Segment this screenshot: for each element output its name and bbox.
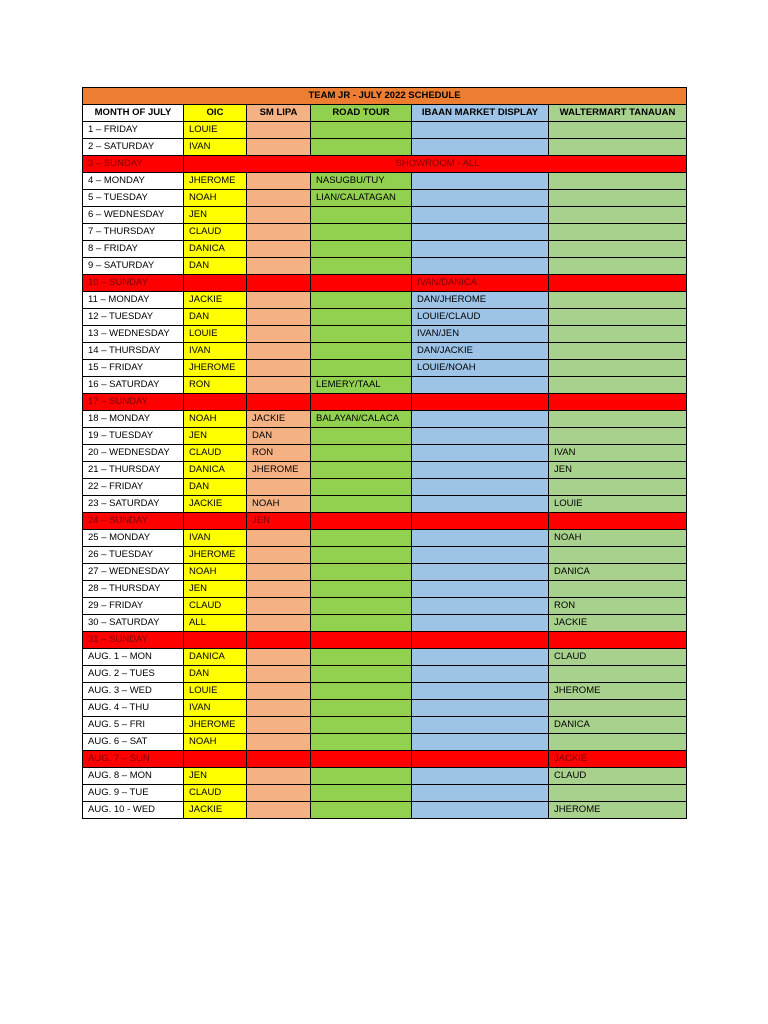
sm-lipa-cell: JEN — [247, 513, 311, 530]
road-tour-cell — [311, 547, 412, 564]
schedule-row — [83, 479, 687, 496]
sm-lipa-cell — [247, 615, 311, 632]
schedule-row — [83, 598, 687, 615]
road-tour-cell: LEMERY/TAAL — [311, 377, 412, 394]
oic-cell: NOAH — [184, 734, 247, 751]
day-cell: 1 – FRIDAY — [83, 122, 184, 139]
oic-cell: CLAUD — [184, 785, 247, 802]
road-tour-cell — [311, 224, 412, 241]
sm-lipa-cell — [247, 802, 311, 819]
showroom-cell: SHOWROOM - ALL — [184, 156, 687, 173]
schedule-row — [83, 462, 687, 479]
header-sm-lipa: SM LIPA — [247, 105, 311, 122]
day-cell: AUG. 5 – FRI — [83, 717, 184, 734]
oic-cell — [184, 513, 247, 530]
ibaan-market-cell — [412, 581, 549, 598]
sm-lipa-cell — [247, 717, 311, 734]
ibaan-market-cell — [412, 802, 549, 819]
waltermart-cell: IVAN — [549, 445, 687, 462]
road-tour-cell — [311, 717, 412, 734]
road-tour-cell — [311, 683, 412, 700]
waltermart-cell — [549, 224, 687, 241]
waltermart-cell — [549, 173, 687, 190]
sunday-row — [83, 513, 687, 530]
oic-cell: LOUIE — [184, 326, 247, 343]
road-tour-cell — [311, 241, 412, 258]
oic-cell: JEN — [184, 207, 247, 224]
day-cell: AUG. 8 – MON — [83, 768, 184, 785]
road-tour-cell — [311, 700, 412, 717]
waltermart-cell — [549, 275, 687, 292]
schedule-row — [83, 173, 687, 190]
sm-lipa-cell — [247, 309, 311, 326]
road-tour-cell — [311, 326, 412, 343]
oic-cell: DANICA — [184, 649, 247, 666]
ibaan-market-cell — [412, 224, 549, 241]
schedule-row — [83, 241, 687, 258]
day-cell: 15 – FRIDAY — [83, 360, 184, 377]
sunday-row — [83, 394, 687, 411]
oic-cell — [184, 275, 247, 292]
header-month: MONTH OF JULY — [83, 105, 184, 122]
oic-cell: JHEROME — [184, 547, 247, 564]
ibaan-market-cell: LOUIE/NOAH — [412, 360, 549, 377]
ibaan-market-cell — [412, 632, 549, 649]
schedule-title: TEAM JR - JULY 2022 SCHEDULE — [83, 88, 687, 105]
schedule-row — [83, 649, 687, 666]
sm-lipa-cell — [247, 564, 311, 581]
day-cell: 6 – WEDNESDAY — [83, 207, 184, 224]
sm-lipa-cell: RON — [247, 445, 311, 462]
ibaan-market-cell — [412, 190, 549, 207]
waltermart-cell: CLAUD — [549, 649, 687, 666]
oic-cell — [184, 751, 247, 768]
oic-cell — [184, 632, 247, 649]
road-tour-cell: NASUGBU/TUY — [311, 173, 412, 190]
sm-lipa-cell — [247, 581, 311, 598]
header-oic: OIC — [184, 105, 247, 122]
road-tour-cell — [311, 428, 412, 445]
ibaan-market-cell — [412, 530, 549, 547]
schedule-row — [83, 530, 687, 547]
schedule-row — [83, 547, 687, 564]
day-cell: 11 – MONDAY — [83, 292, 184, 309]
road-tour-cell — [311, 768, 412, 785]
ibaan-market-cell — [412, 394, 549, 411]
oic-cell — [184, 394, 247, 411]
schedule-row — [83, 377, 687, 394]
sm-lipa-cell — [247, 700, 311, 717]
road-tour-cell — [311, 445, 412, 462]
sm-lipa-cell — [247, 377, 311, 394]
waltermart-cell — [549, 258, 687, 275]
schedule-row — [83, 139, 687, 156]
schedule-row — [83, 207, 687, 224]
road-tour-cell — [311, 207, 412, 224]
waltermart-cell — [549, 292, 687, 309]
sm-lipa-cell — [247, 139, 311, 156]
waltermart-cell: JHEROME — [549, 802, 687, 819]
ibaan-market-cell — [412, 258, 549, 275]
sm-lipa-cell: DAN — [247, 428, 311, 445]
ibaan-market-cell — [412, 717, 549, 734]
oic-cell: DAN — [184, 258, 247, 275]
oic-cell: JHEROME — [184, 173, 247, 190]
day-cell: AUG. 9 – TUE — [83, 785, 184, 802]
road-tour-cell — [311, 258, 412, 275]
schedule-row — [83, 224, 687, 241]
oic-cell: CLAUD — [184, 445, 247, 462]
sunday-row — [83, 275, 687, 292]
road-tour-cell: BALAYAN/CALACA — [311, 411, 412, 428]
ibaan-market-cell — [412, 122, 549, 139]
road-tour-cell — [311, 394, 412, 411]
ibaan-market-cell — [412, 615, 549, 632]
day-cell: 16 – SATURDAY — [83, 377, 184, 394]
ibaan-market-cell — [412, 173, 549, 190]
oic-cell: CLAUD — [184, 224, 247, 241]
waltermart-cell — [549, 411, 687, 428]
oic-cell: LOUIE — [184, 683, 247, 700]
road-tour-cell — [311, 666, 412, 683]
day-cell: AUG. 1 – MON — [83, 649, 184, 666]
ibaan-market-cell: LOUIE/CLAUD — [412, 309, 549, 326]
schedule-row — [83, 343, 687, 360]
schedule-row — [83, 411, 687, 428]
oic-cell: DAN — [184, 479, 247, 496]
ibaan-market-cell: DAN/JACKIE — [412, 343, 549, 360]
oic-cell: LOUIE — [184, 122, 247, 139]
day-cell: 19 – TUESDAY — [83, 428, 184, 445]
road-tour-cell — [311, 139, 412, 156]
waltermart-cell: DANICA — [549, 717, 687, 734]
oic-cell: JEN — [184, 428, 247, 445]
day-cell: 9 – SATURDAY — [83, 258, 184, 275]
schedule-row — [83, 700, 687, 717]
day-cell: 12 – TUESDAY — [83, 309, 184, 326]
oic-cell: IVAN — [184, 530, 247, 547]
header-row — [83, 105, 687, 122]
sm-lipa-cell: NOAH — [247, 496, 311, 513]
day-cell: AUG. 3 – WED — [83, 683, 184, 700]
day-cell: 7 – THURSDAY — [83, 224, 184, 241]
schedule-row — [83, 785, 687, 802]
sm-lipa-cell — [247, 632, 311, 649]
sm-lipa-cell: JACKIE — [247, 411, 311, 428]
oic-cell: JACKIE — [184, 802, 247, 819]
road-tour-cell — [311, 530, 412, 547]
sm-lipa-cell — [247, 598, 311, 615]
waltermart-cell — [549, 513, 687, 530]
road-tour-cell — [311, 122, 412, 139]
ibaan-market-cell — [412, 649, 549, 666]
schedule-row — [83, 666, 687, 683]
day-cell: 31 – SUNDAY — [83, 632, 184, 649]
ibaan-market-cell — [412, 683, 549, 700]
road-tour-cell — [311, 649, 412, 666]
oic-cell: JEN — [184, 581, 247, 598]
schedule-row — [83, 258, 687, 275]
sunday-row — [83, 632, 687, 649]
sm-lipa-cell — [247, 683, 311, 700]
ibaan-market-cell — [412, 734, 549, 751]
waltermart-cell — [549, 785, 687, 802]
road-tour-cell — [311, 564, 412, 581]
road-tour-cell: LIAN/CALATAGAN — [311, 190, 412, 207]
ibaan-market-cell — [412, 547, 549, 564]
schedule-row — [83, 564, 687, 581]
header-waltermart: WALTERMART TANAUAN — [549, 105, 687, 122]
road-tour-cell — [311, 275, 412, 292]
sm-lipa-cell — [247, 734, 311, 751]
oic-cell: NOAH — [184, 564, 247, 581]
sm-lipa-cell — [247, 122, 311, 139]
header-ibaan-market: IBAAN MARKET DISPLAY — [412, 105, 549, 122]
oic-cell: DANICA — [184, 462, 247, 479]
oic-cell: DAN — [184, 666, 247, 683]
schedule-row — [83, 445, 687, 462]
sm-lipa-cell — [247, 666, 311, 683]
day-cell: 21 – THURSDAY — [83, 462, 184, 479]
ibaan-market-cell — [412, 496, 549, 513]
schedule-row — [83, 581, 687, 598]
ibaan-market-cell — [412, 768, 549, 785]
road-tour-cell — [311, 360, 412, 377]
waltermart-cell — [549, 428, 687, 445]
oic-cell: IVAN — [184, 700, 247, 717]
sm-lipa-cell — [247, 649, 311, 666]
day-cell: 20 – WEDNESDAY — [83, 445, 184, 462]
sm-lipa-cell — [247, 394, 311, 411]
sm-lipa-cell — [247, 343, 311, 360]
sm-lipa-cell — [247, 275, 311, 292]
sm-lipa-cell: JHEROME — [247, 462, 311, 479]
ibaan-market-cell — [412, 700, 549, 717]
sm-lipa-cell — [247, 190, 311, 207]
waltermart-cell — [549, 326, 687, 343]
road-tour-cell — [311, 751, 412, 768]
waltermart-cell — [549, 632, 687, 649]
waltermart-cell — [549, 343, 687, 360]
schedule-row — [83, 122, 687, 139]
road-tour-cell — [311, 496, 412, 513]
sm-lipa-cell — [247, 530, 311, 547]
ibaan-market-cell — [412, 785, 549, 802]
sm-lipa-cell — [247, 479, 311, 496]
ibaan-market-cell — [412, 207, 549, 224]
day-cell: 4 – MONDAY — [83, 173, 184, 190]
ibaan-market-cell: IVAN/JEN — [412, 326, 549, 343]
day-cell: 8 – FRIDAY — [83, 241, 184, 258]
sm-lipa-cell — [247, 547, 311, 564]
sm-lipa-cell — [247, 785, 311, 802]
road-tour-cell — [311, 462, 412, 479]
oic-cell: DANICA — [184, 241, 247, 258]
schedule-row — [83, 717, 687, 734]
oic-cell: JHEROME — [184, 717, 247, 734]
waltermart-cell: RON — [549, 598, 687, 615]
day-cell: 27 – WEDNESDAY — [83, 564, 184, 581]
day-cell: AUG. 7 – SUN — [83, 751, 184, 768]
ibaan-market-cell — [412, 479, 549, 496]
waltermart-cell — [549, 581, 687, 598]
sunday-row — [83, 156, 687, 173]
waltermart-cell: NOAH — [549, 530, 687, 547]
waltermart-cell: CLAUD — [549, 768, 687, 785]
road-tour-cell — [311, 615, 412, 632]
day-cell: 14 – THURSDAY — [83, 343, 184, 360]
day-cell: 28 – THURSDAY — [83, 581, 184, 598]
day-cell: 17 – SUNDAY — [83, 394, 184, 411]
day-cell: 5 – TUESDAY — [83, 190, 184, 207]
schedule-row — [83, 292, 687, 309]
waltermart-cell — [549, 241, 687, 258]
sm-lipa-cell — [247, 751, 311, 768]
schedule-row — [83, 309, 687, 326]
waltermart-cell — [549, 190, 687, 207]
sm-lipa-cell — [247, 224, 311, 241]
waltermart-cell — [549, 122, 687, 139]
day-cell: 23 – SATURDAY — [83, 496, 184, 513]
waltermart-cell — [549, 666, 687, 683]
schedule-row — [83, 768, 687, 785]
oic-cell: JACKIE — [184, 292, 247, 309]
ibaan-market-cell — [412, 445, 549, 462]
road-tour-cell — [311, 581, 412, 598]
day-cell: 3 – SUNDAY — [83, 156, 184, 173]
day-cell: 29 – FRIDAY — [83, 598, 184, 615]
day-cell: AUG. 10 - WED — [83, 802, 184, 819]
ibaan-market-cell — [412, 139, 549, 156]
road-tour-cell — [311, 785, 412, 802]
ibaan-market-cell — [412, 513, 549, 530]
sm-lipa-cell — [247, 241, 311, 258]
schedule-row — [83, 734, 687, 751]
waltermart-cell — [549, 547, 687, 564]
sm-lipa-cell — [247, 292, 311, 309]
ibaan-market-cell — [412, 241, 549, 258]
oic-cell: CLAUD — [184, 598, 247, 615]
road-tour-cell — [311, 513, 412, 530]
waltermart-cell: JACKIE — [549, 615, 687, 632]
oic-cell: DAN — [184, 309, 247, 326]
ibaan-market-cell — [412, 411, 549, 428]
oic-cell: IVAN — [184, 343, 247, 360]
ibaan-market-cell — [412, 377, 549, 394]
road-tour-cell — [311, 632, 412, 649]
sm-lipa-cell — [247, 173, 311, 190]
waltermart-cell: LOUIE — [549, 496, 687, 513]
schedule-row — [83, 615, 687, 632]
ibaan-market-cell — [412, 462, 549, 479]
road-tour-cell — [311, 479, 412, 496]
sm-lipa-cell — [247, 207, 311, 224]
day-cell: 30 – SATURDAY — [83, 615, 184, 632]
waltermart-cell: JACKIE — [549, 751, 687, 768]
ibaan-market-cell — [412, 428, 549, 445]
day-cell: 10 – SUNDAY — [83, 275, 184, 292]
day-cell: 26 – TUESDAY — [83, 547, 184, 564]
ibaan-market-cell — [412, 564, 549, 581]
waltermart-cell: DANICA — [549, 564, 687, 581]
oic-cell: JACKIE — [184, 496, 247, 513]
sunday-row — [83, 751, 687, 768]
road-tour-cell — [311, 292, 412, 309]
ibaan-market-cell: DAN/JHEROME — [412, 292, 549, 309]
waltermart-cell: JHEROME — [549, 683, 687, 700]
oic-cell: JEN — [184, 768, 247, 785]
oic-cell: JHEROME — [184, 360, 247, 377]
road-tour-cell — [311, 734, 412, 751]
schedule-row — [83, 326, 687, 343]
ibaan-market-cell — [412, 598, 549, 615]
title-row — [83, 88, 687, 105]
schedule-row — [83, 360, 687, 377]
header-road-tour: ROAD TOUR — [311, 105, 412, 122]
road-tour-cell — [311, 802, 412, 819]
sm-lipa-cell — [247, 258, 311, 275]
oic-cell: RON — [184, 377, 247, 394]
waltermart-cell — [549, 700, 687, 717]
waltermart-cell — [549, 734, 687, 751]
schedule-row — [83, 802, 687, 819]
oic-cell: NOAH — [184, 190, 247, 207]
waltermart-cell — [549, 309, 687, 326]
ibaan-market-cell: IVAN/DANICA — [412, 275, 549, 292]
sm-lipa-cell — [247, 360, 311, 377]
ibaan-market-cell — [412, 751, 549, 768]
oic-cell: NOAH — [184, 411, 247, 428]
road-tour-cell — [311, 309, 412, 326]
day-cell: AUG. 4 – THU — [83, 700, 184, 717]
day-cell: 18 – MONDAY — [83, 411, 184, 428]
road-tour-cell — [311, 343, 412, 360]
waltermart-cell — [549, 139, 687, 156]
day-cell: AUG. 6 – SAT — [83, 734, 184, 751]
day-cell: AUG. 2 – TUES — [83, 666, 184, 683]
schedule-row — [83, 428, 687, 445]
day-cell: 24 – SUNDAY — [83, 513, 184, 530]
day-cell: 25 – MONDAY — [83, 530, 184, 547]
oic-cell: IVAN — [184, 139, 247, 156]
sm-lipa-cell — [247, 768, 311, 785]
waltermart-cell — [549, 377, 687, 394]
day-cell: 22 – FRIDAY — [83, 479, 184, 496]
waltermart-cell — [549, 360, 687, 377]
schedule-table — [82, 87, 687, 819]
day-cell: 13 – WEDNESDAY — [83, 326, 184, 343]
waltermart-cell: JEN — [549, 462, 687, 479]
waltermart-cell — [549, 207, 687, 224]
waltermart-cell — [549, 479, 687, 496]
schedule-row — [83, 190, 687, 207]
schedule-row — [83, 683, 687, 700]
waltermart-cell — [549, 394, 687, 411]
sm-lipa-cell — [247, 326, 311, 343]
road-tour-cell — [311, 598, 412, 615]
ibaan-market-cell — [412, 666, 549, 683]
oic-cell: ALL — [184, 615, 247, 632]
day-cell: 2 – SATURDAY — [83, 139, 184, 156]
schedule-row — [83, 496, 687, 513]
